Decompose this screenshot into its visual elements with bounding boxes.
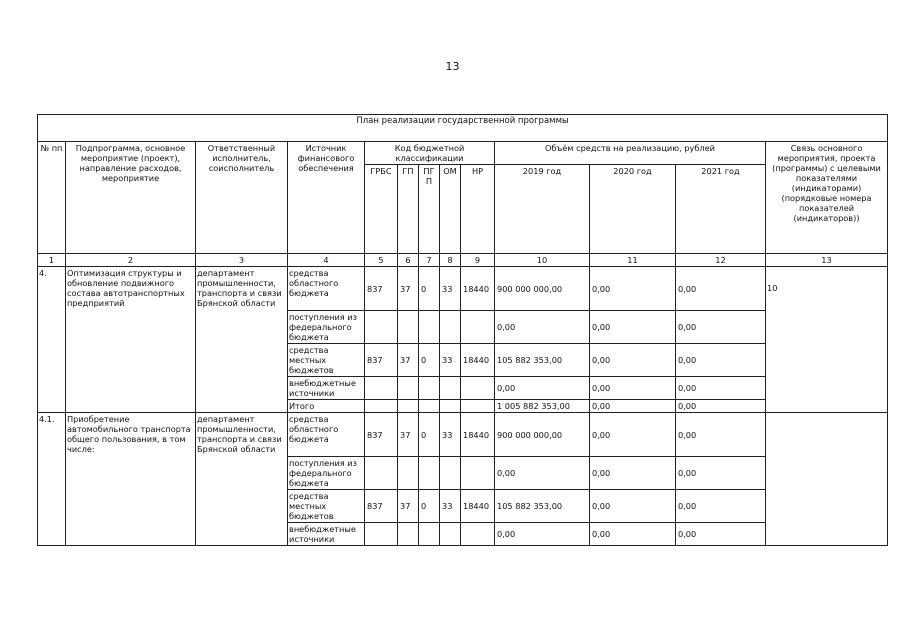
amount-2020: 0,00 — [590, 457, 676, 490]
col-number: 7 — [419, 254, 440, 267]
funding-source: поступления из федерального бюджета — [288, 457, 365, 490]
header-budget-code: Код бюджетной классификации — [365, 142, 495, 165]
header-om: ОМ — [440, 165, 461, 254]
table-row — [38, 413, 888, 457]
column-numbers-row — [38, 254, 888, 267]
col-number: 4 — [288, 254, 365, 267]
header-row — [38, 142, 888, 165]
nr-cell — [461, 523, 495, 546]
nr-cell: 18440 — [461, 344, 495, 377]
table-title-row — [38, 115, 888, 142]
amount-2021: 0,00 — [676, 490, 766, 523]
nr-cell — [461, 311, 495, 344]
amount-2019: 0,00 — [495, 457, 590, 490]
amount-2020: 0,00 — [590, 377, 676, 400]
amount-2020: 0,00 — [590, 344, 676, 377]
funding-source: внебюджетные источники — [288, 377, 365, 400]
gp-cell — [398, 457, 419, 490]
header-no: № пп — [38, 142, 66, 254]
total-label: Итого — [288, 400, 365, 413]
header-subprogram: Подпрограмма, основное мероприятие (проект), направление расходов, мероприятие — [66, 142, 196, 254]
grbs-cell — [365, 457, 398, 490]
om-cell — [440, 311, 461, 344]
responsible-executor: департамент промышленности, транспорта и связи Брянской области — [196, 413, 288, 546]
amount-2020: 0,00 — [590, 267, 676, 311]
pgp-cell — [419, 457, 440, 490]
amount-2019: 0,00 — [495, 311, 590, 344]
col-number: 5 — [365, 254, 398, 267]
gp-cell — [398, 523, 419, 546]
row-number: 4. — [38, 267, 66, 413]
col-number: 11 — [590, 254, 676, 267]
total-2019: 1 005 882 353,00 — [495, 400, 590, 413]
table-row — [38, 267, 888, 311]
om-cell — [440, 377, 461, 400]
pgp-cell — [419, 523, 440, 546]
om-cell: 33 — [440, 490, 461, 523]
amount-2020: 0,00 — [590, 311, 676, 344]
grbs-cell — [365, 311, 398, 344]
amount-2021: 0,00 — [676, 311, 766, 344]
grbs-cell: 837 — [365, 490, 398, 523]
funding-source: средства местных бюджетов — [288, 344, 365, 377]
funding-source: средства местных бюджетов — [288, 490, 365, 523]
amount-2021: 0,00 — [676, 267, 766, 311]
activity-name: Приобретение автомобильного транспорта общего пользования, в том числе: — [66, 413, 196, 546]
gp-cell: 37 — [398, 267, 419, 311]
header-nr: НР — [461, 165, 495, 254]
col-number: 8 — [440, 254, 461, 267]
amount-2021: 0,00 — [676, 344, 766, 377]
amount-2020: 0,00 — [590, 413, 676, 457]
funding-source: средства областного бюджета — [288, 267, 365, 311]
om-cell — [440, 523, 461, 546]
header-grbs: ГРБС — [365, 165, 398, 254]
activity-name: Оптимизация структуры и обновление подвижного состава автотранспортных предприятий — [66, 267, 196, 413]
gp-cell — [398, 311, 419, 344]
col-number: 1 — [38, 254, 66, 267]
header-2021: 2021 год — [676, 165, 766, 254]
pgp-cell — [419, 377, 440, 400]
page-number: 13 — [445, 60, 460, 73]
total-2021: 0,00 — [676, 400, 766, 413]
pgp-cell: 0 — [419, 344, 440, 377]
om-cell: 33 — [440, 344, 461, 377]
col-number: 9 — [461, 254, 495, 267]
grbs-cell: 837 — [365, 344, 398, 377]
amount-2020: 0,00 — [590, 523, 676, 546]
header-2020: 2020 год — [590, 165, 676, 254]
col-number: 10 — [495, 254, 590, 267]
header-2019: 2019 год — [495, 165, 590, 254]
nr-cell — [461, 457, 495, 490]
nr-cell: 18440 — [461, 267, 495, 311]
header-pgp: ПГП — [419, 165, 440, 254]
amount-2020: 0,00 — [590, 490, 676, 523]
indicator-link — [766, 413, 888, 546]
row-number: 4.1. — [38, 413, 66, 546]
col-number: 2 — [66, 254, 196, 267]
implementation-plan-table — [37, 114, 888, 546]
responsible-executor: департамент промышленности, транспорта и связи Брянской области — [196, 267, 288, 413]
funding-source: поступления из федерального бюджета — [288, 311, 365, 344]
grbs-cell — [365, 523, 398, 546]
gp-cell — [398, 377, 419, 400]
header-responsible: Ответственный исполнитель, соисполнитель — [196, 142, 288, 254]
pgp-cell: 0 — [419, 490, 440, 523]
om-cell: 33 — [440, 267, 461, 311]
amount-2021: 0,00 — [676, 413, 766, 457]
amount-2021: 0,00 — [676, 523, 766, 546]
funding-source: средства областного бюджета — [288, 413, 365, 457]
amount-2019: 900 000 000,00 — [495, 267, 590, 311]
indicator-link: 10 — [766, 267, 888, 413]
table-title: План реализации государственной программы — [38, 115, 888, 142]
grbs-cell — [365, 377, 398, 400]
amount-2019: 900 000 000,00 — [495, 413, 590, 457]
pgp-cell: 0 — [419, 413, 440, 457]
nr-cell: 18440 — [461, 413, 495, 457]
om-cell: 33 — [440, 413, 461, 457]
amount-2019: 0,00 — [495, 523, 590, 546]
gp-cell: 37 — [398, 490, 419, 523]
amount-2019: 105 882 353,00 — [495, 490, 590, 523]
amount-2021: 0,00 — [676, 377, 766, 400]
grbs-cell: 837 — [365, 267, 398, 311]
gp-cell: 37 — [398, 413, 419, 457]
col-number: 6 — [398, 254, 419, 267]
amount-2019: 0,00 — [495, 377, 590, 400]
grbs-cell: 837 — [365, 413, 398, 457]
header-source: Источник финансового обеспечения — [288, 142, 365, 254]
total-2020: 0,00 — [590, 400, 676, 413]
col-number: 3 — [196, 254, 288, 267]
header-gp: ГП — [398, 165, 419, 254]
col-number: 13 — [766, 254, 888, 267]
om-cell — [440, 457, 461, 490]
amount-2021: 0,00 — [676, 457, 766, 490]
amount-2019: 105 882 353,00 — [495, 344, 590, 377]
header-link: Связь основного мероприятия, проекта (программы) с целевыми показателями (индикаторами) (порядковые номера показателей (индикаторов)) — [766, 142, 888, 254]
gp-cell: 37 — [398, 344, 419, 377]
pgp-cell: 0 — [419, 267, 440, 311]
funding-source: внебюджетные источники — [288, 523, 365, 546]
nr-cell: 18440 — [461, 490, 495, 523]
col-number: 12 — [676, 254, 766, 267]
pgp-cell — [419, 311, 440, 344]
nr-cell — [461, 377, 495, 400]
header-volume: Объём средств на реализацию, рублей — [495, 142, 766, 165]
